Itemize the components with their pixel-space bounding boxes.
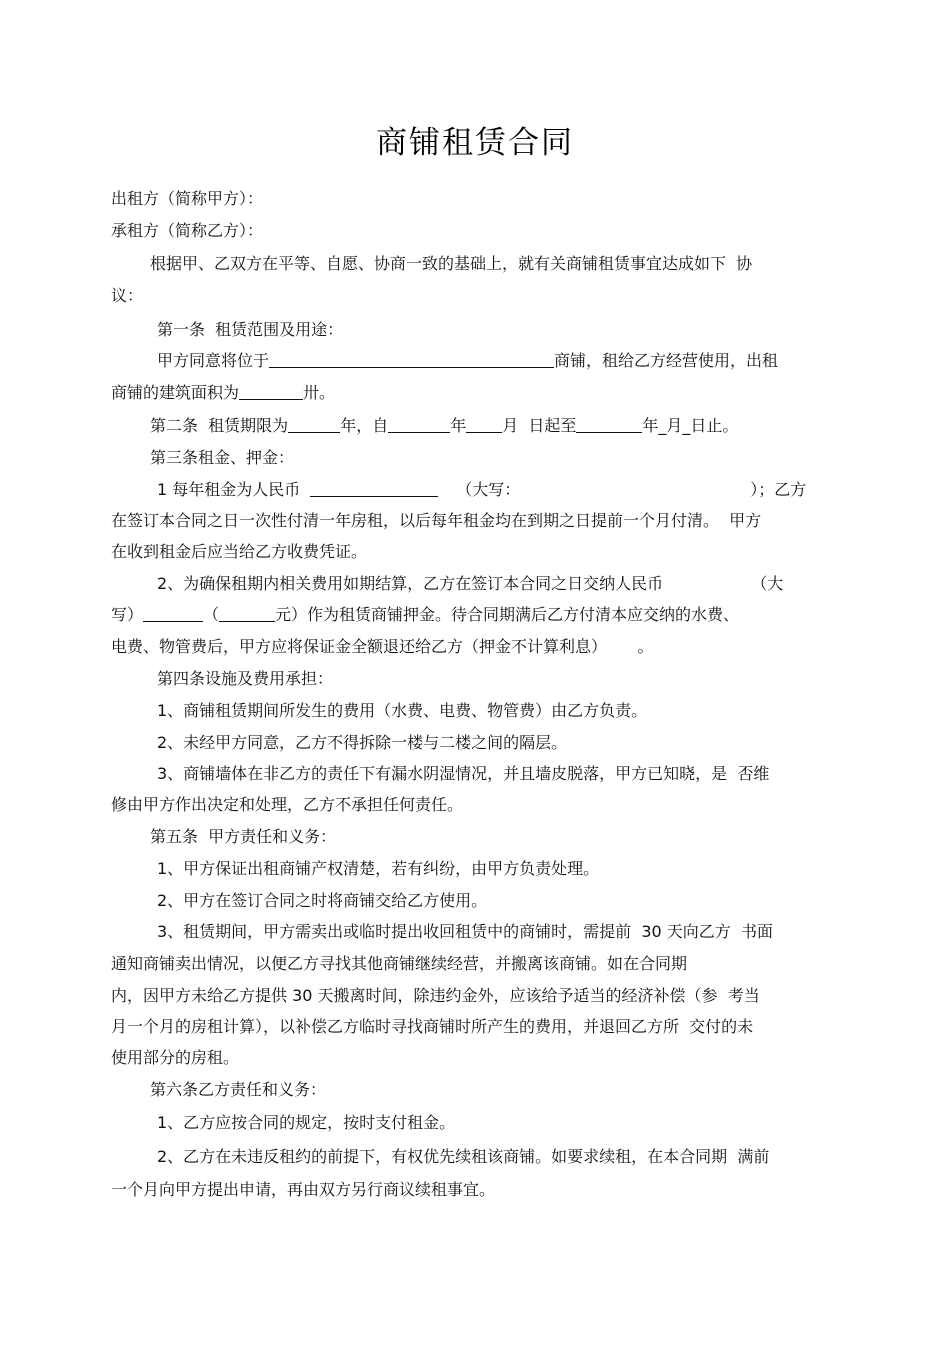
article-3-heading: 第三条租金、押金： (150, 448, 295, 467)
deposit-words-blank (143, 605, 203, 622)
article-5-item-3-line-5: 使用部分的房租。 (111, 1048, 240, 1067)
article-5-item-3-line-2: 通知商铺卖出情况，以便乙方寻找其他商铺继续经营，并搬离该商铺。如在合同期 (111, 954, 688, 973)
article-6-heading: 第六条乙方责任和义务： (150, 1080, 327, 1099)
start-year-blank (388, 416, 450, 433)
rent-amount-blank (310, 480, 438, 497)
article-1-line-1: 甲方同意将位于 商铺，租给乙方经营使用，出租 (157, 351, 779, 370)
article-3-item-2-line-3: 电费、物管费后，甲方应将保证金全额退还给乙方（押金不计算利息） 。 (111, 637, 654, 656)
article-6-item-1: 1、乙方应按合同的规定，按时支付租金。 (157, 1113, 456, 1132)
article-5-item-3-line-1: 3、租赁期间，甲方需卖出或临时提出收回租赁中的商铺时，需提前 30 天向乙方 书面 (157, 922, 773, 941)
article-1-heading: 第一条 租赁范围及用途： (157, 320, 344, 339)
article-2-line: 第二条 租赁期限为 年，自 年 月 日起至 年_月_日止。 (150, 416, 739, 435)
intro-line-2: 议： (111, 286, 144, 305)
article-3-item-2-line-1: 2、为确保租期内相关费用如期结算，乙方在签订本合同之日交纳人民币 （大 (157, 574, 784, 593)
intro-line-1: 根据甲、乙双方在平等、自愿、协商一致的基础上，就有关商铺租赁事宜达成如下 协 (150, 254, 753, 273)
article-5-item-3-line-4: 月一个月的房租计算），以补偿乙方临时寻找商铺时所产生的费用，并退回乙方所 交付的未 (111, 1017, 754, 1036)
contract-title: 商铺租赁合同 (376, 125, 574, 161)
lessor-line: 出租方（简称甲方）： (111, 189, 264, 208)
article-3-item-1-line-2: 在签订本合同之日一次性付清一年房租，以后每年租金均在到期之日提前一个月付清。 甲方 (111, 511, 762, 530)
area-blank (239, 383, 303, 400)
article-4-item-3-line-1: 3、商铺墙体在非乙方的责任下有漏水阴湿情况，并且墙皮脱落，甲方已知晓，是 否维 (157, 764, 770, 783)
article-5-item-2: 2、甲方在签订合同之时将商铺交给乙方使用。 (157, 891, 488, 910)
deposit-amount-blank (219, 605, 275, 622)
article-4-item-2: 2、未经甲方同意，乙方不得拆除一楼与二楼之间的隔层。 (157, 733, 568, 752)
article-3-item-1-line-3: 在收到租金后应当给乙方收费凭证。 (111, 542, 368, 561)
article-4-item-1: 1、商铺租赁期间所发生的费用（水费、电费、物管费）由乙方负责。 (157, 701, 648, 720)
article-3-item-1-line-1: 1 每年租金为人民币 （大写： ）；乙方 (157, 480, 807, 499)
article-5-heading: 第五条 甲方责任和义务： (150, 827, 337, 846)
location-blank (269, 351, 554, 368)
article-5-item-1: 1、甲方保证出租商铺产权清楚，若有纠纷，由甲方负责处理。 (157, 859, 600, 878)
start-month-blank (466, 416, 502, 433)
term-years-blank (288, 416, 340, 433)
article-1-line-2: 商铺的建筑面积为 卅。 (111, 383, 336, 402)
lessee-line: 承租方（简称乙方）： (111, 221, 264, 240)
article-5-item-3-line-3: 内，因甲方未给乙方提供 30 天搬离时间，除违约金外，应该给予适当的经济补偿（参 考当 (111, 986, 760, 1005)
article-6-item-2-line-2: 一个月向甲方提出申请，再由双方另行商议续租事宜。 (111, 1180, 496, 1199)
article-4-item-3-line-2: 修由甲方作出决定和处理，乙方不承担任何责任。 (111, 795, 464, 814)
article-4-heading: 第四条设施及费用承担： (157, 669, 334, 688)
end-year-blank (576, 416, 642, 433)
article-6-item-2-line-1: 2、乙方在未违反租约的前提下，有权优先续租该商铺。如要求续租，在本合同期 满前 (157, 1147, 770, 1166)
article-3-item-2-line-2: 写） （ 元）作为租赁商铺押金。待合同期满后乙方付清本应交纳的水费、 (111, 605, 740, 624)
